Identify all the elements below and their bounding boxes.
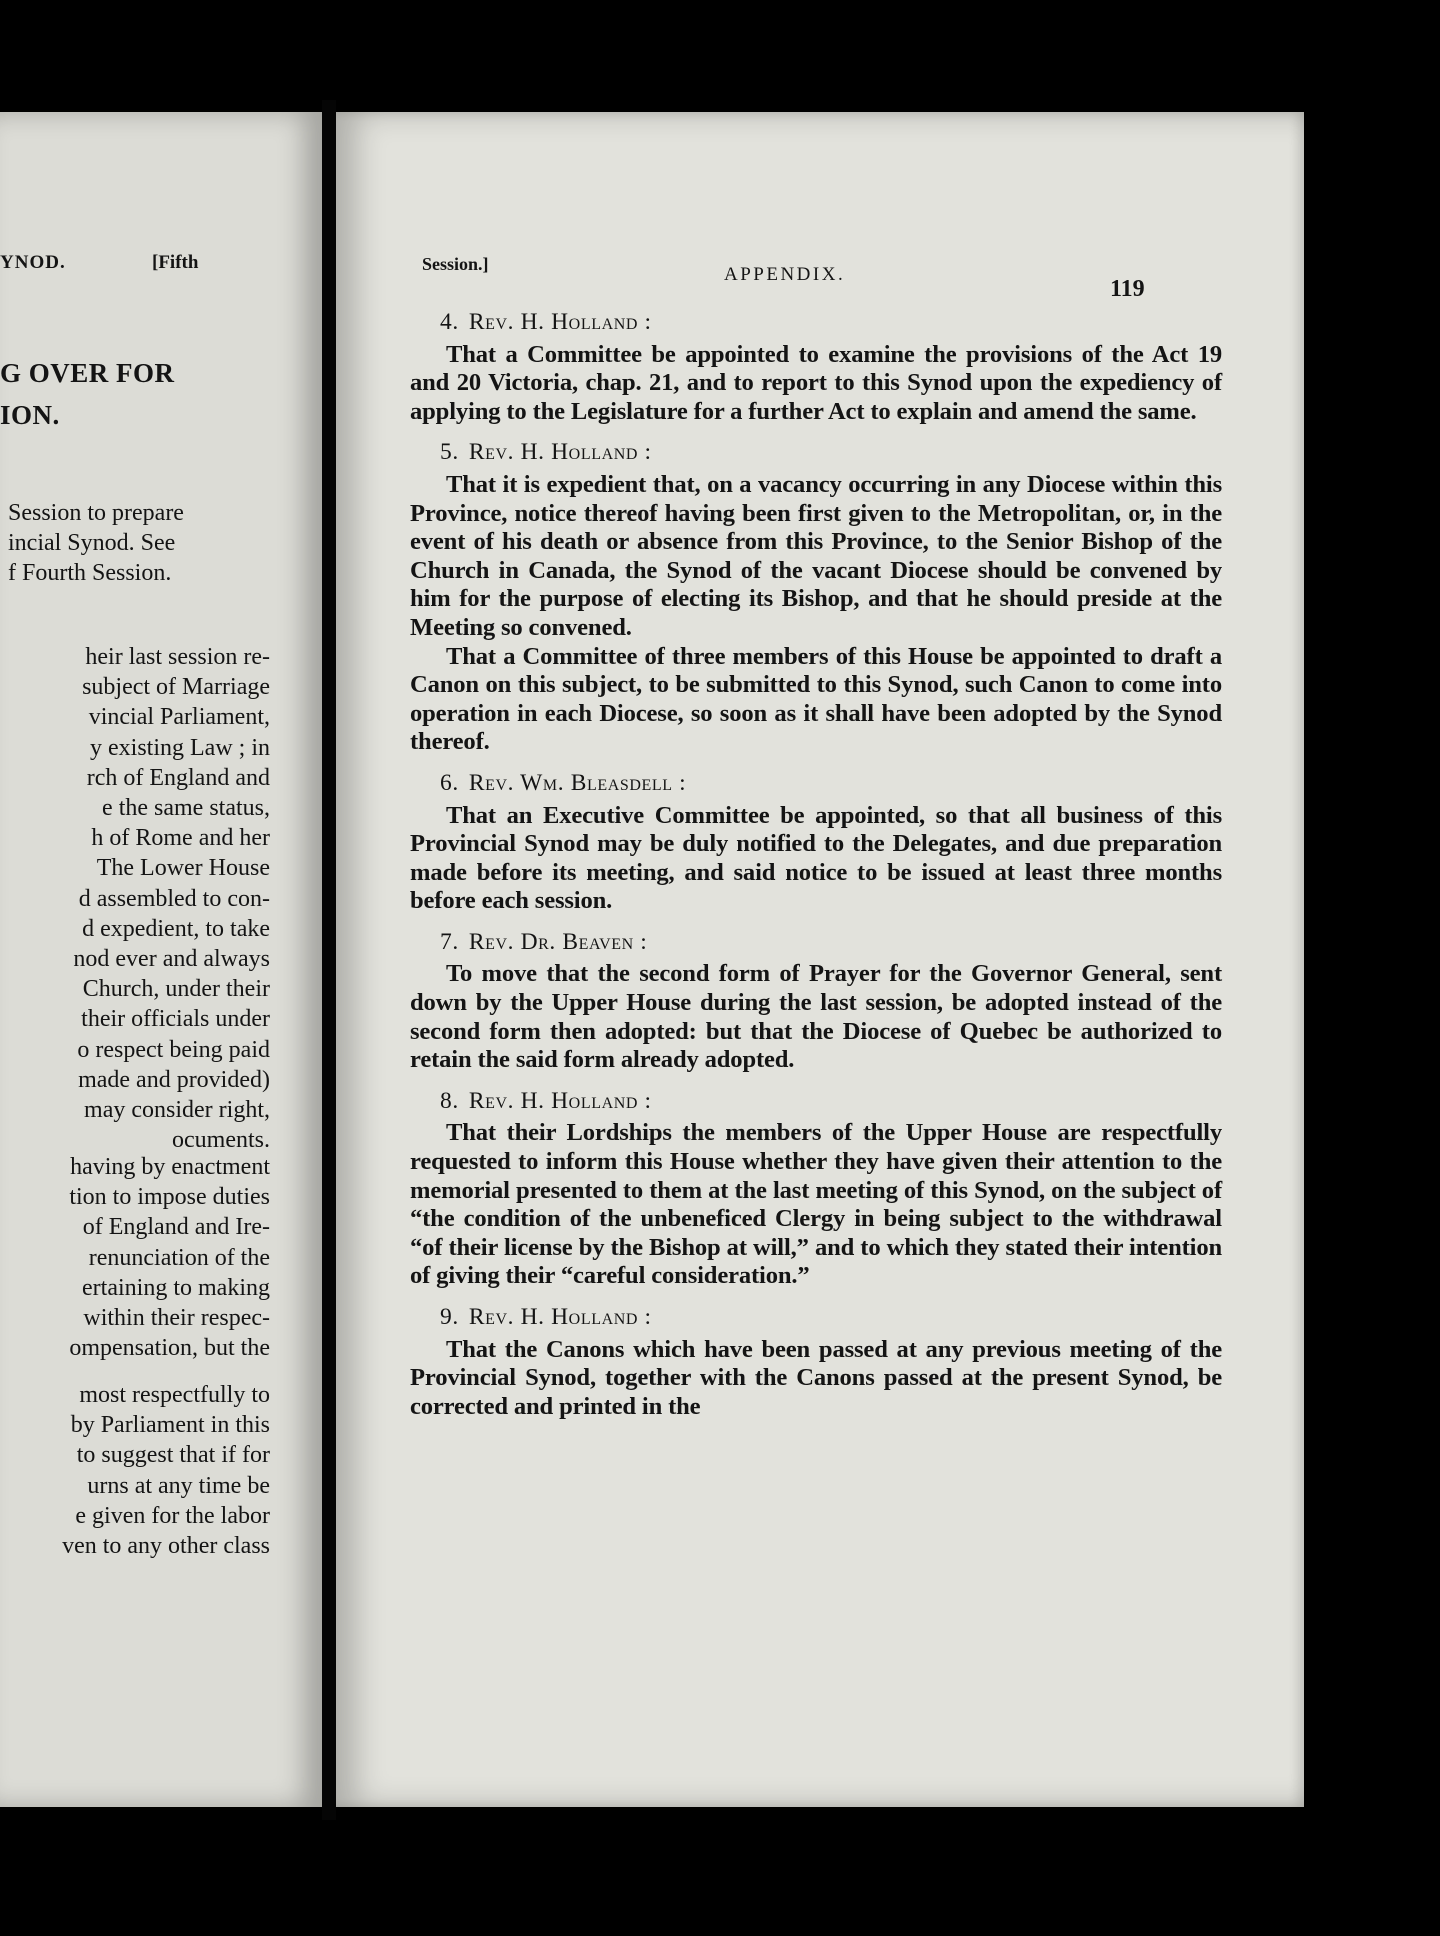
text-line: ocuments. <box>172 1127 270 1154</box>
motion-paragraph: That a Committee be appointed to examine the provisions of the Act 19 and 20 Victoria, chap. 21, and to report to this Synod upon the expediency of applying to the Legislature for a further Act to explain and amend the same. <box>410 340 1222 425</box>
text-line: made and provided) <box>78 1066 270 1093</box>
motion-number: 4. <box>440 309 459 335</box>
motion-item <box>410 769 1222 916</box>
text-line: nod ever and always <box>73 946 270 973</box>
motion-heading <box>440 438 1222 467</box>
motion-mover: Rev. Dr. Beaven : <box>468 928 648 955</box>
left-running-header <box>0 252 322 282</box>
motion-heading <box>440 1087 1222 1116</box>
text-line: The Lower House <box>96 855 270 882</box>
motion-heading <box>440 928 1222 957</box>
text-line: ertaining to making <box>82 1274 270 1301</box>
text-line: e given for the labor <box>75 1502 270 1529</box>
text-line: heir last session re- <box>85 644 270 670</box>
text-line: their officials under <box>81 1006 270 1033</box>
motion-mover: Rev. H. Holland : <box>468 1087 652 1114</box>
text-line: ompensation, but the <box>69 1335 270 1362</box>
motion-heading <box>440 769 1222 798</box>
text-line: o respect being paid <box>77 1036 270 1063</box>
text-line: within their respec- <box>83 1305 270 1332</box>
motion-item <box>410 1303 1222 1421</box>
heading-line: G OVER FOR <box>0 358 175 388</box>
text-line: most respectfully to <box>79 1382 270 1408</box>
left-page <box>0 112 322 1807</box>
motion-paragraph: That a Committee of three members of this House be appointed to draft a Canon on this subject, to be submitted to this Synod, such Canon to come into operation in each Diocese, so soon as it shall have been adopted by the Synod thereof. <box>410 642 1222 756</box>
text-line: ven to any other class <box>62 1533 270 1560</box>
text-line: incial Synod. See <box>8 530 176 557</box>
left-section-heading <box>0 352 322 436</box>
motion-mover: Rev. H. Holland : <box>468 309 652 335</box>
motion-item <box>410 438 1222 757</box>
motions-list <box>410 308 1222 1433</box>
header-session: Session.] <box>422 254 489 274</box>
motion-mover: Rev. Wm. Bleasdell : <box>468 769 687 796</box>
text-line: tion to impose duties <box>69 1184 270 1211</box>
motion-heading <box>440 1303 1222 1332</box>
motion-paragraph: To move that the second form of Prayer for the Governor General, sent down by the Upper House during the last session, be adopted instead of the second form then adopted: but that the Diocese of Quebec be authorized to retain the said form already adopted. <box>410 960 1222 1074</box>
motion-item <box>410 928 1222 1075</box>
motion-paragraph: That the Canons which have been passed at any previous meeting of the Provincial Synod, together with the Canons passed at the present Synod, be corrected and printed in the <box>410 1335 1222 1420</box>
heading-line: ION. <box>0 400 60 430</box>
motion-paragraph: That an Executive Committee be appointed, so that all business of this Provincial Synod may be duly notified to the Delegates, and due preparation made before its meeting, and said notice to be issued at least three months before each session. <box>410 801 1222 915</box>
motion-number: 5. <box>440 439 459 466</box>
motion-number: 8. <box>440 1087 459 1114</box>
text-line: to suggest that if for <box>76 1442 270 1469</box>
left-header-text: YNOD. <box>0 252 66 273</box>
left-text-block <box>0 498 322 589</box>
book-gutter <box>322 100 336 1820</box>
text-line: Church, under their <box>82 976 270 1003</box>
motion-paragraph: That it is expedient that, on a vacancy occurring in any Diocese within this Province, notice thereof having been first given to the Metropolitan, or, in the event of his death or absence from this Province, to the Senior Bishop of the Church in Canada, the Synod of the vacant Diocese should be convened by him for the purpose of electing its Bishop, and that he should preside at the Meeting so convened. <box>410 470 1222 641</box>
text-line: d assembled to con- <box>78 885 270 912</box>
text-line: renunciation of the <box>88 1244 270 1271</box>
motion-item <box>410 1087 1222 1291</box>
text-line: d expedient, to take <box>82 915 270 942</box>
motion-paragraph: That their Lordships the members of the Upper House are respectfully requested to inform this House whether they have given their attention to the memorial presented to them at the last meeting of this Synod, on the subject of “the condition of the unbeneficed Clergy in being subject to the withdrawal “of their license by the Bishop at will,” and to which they stated their intention of giving their “careful consideration.” <box>410 1119 1222 1290</box>
left-header-session: [Fifth <box>152 252 199 273</box>
header-title: APPENDIX. <box>724 264 846 285</box>
motion-item <box>410 308 1222 426</box>
text-line: vincial Parliament, <box>88 704 270 731</box>
text-line: h of Rome and her <box>91 825 270 852</box>
text-line: f Fourth Session. <box>8 560 172 587</box>
text-line: may consider right, <box>84 1097 270 1124</box>
motion-number: 7. <box>440 928 459 955</box>
left-text-block <box>0 1380 322 1561</box>
motion-number: 6. <box>440 769 459 796</box>
left-text-block <box>0 642 322 1155</box>
text-line: e the same status, <box>102 795 270 822</box>
text-line: of England and Ire- <box>82 1214 270 1241</box>
page-number: 119 <box>1110 276 1145 302</box>
text-line: y existing Law ; in <box>90 734 270 761</box>
left-text-block <box>0 1152 322 1363</box>
text-line: subject of Marriage <box>82 674 270 701</box>
motion-number: 9. <box>440 1304 459 1330</box>
text-line: by Parliament in this <box>70 1412 270 1439</box>
right-page <box>336 112 1304 1807</box>
text-line: urns at any time be <box>87 1472 270 1499</box>
motion-mover: Rev. H. Holland : <box>468 439 652 466</box>
motion-mover: Rev. H. Holland : <box>468 1304 652 1330</box>
running-header <box>336 252 1304 302</box>
text-line: rch of England and <box>86 764 270 791</box>
text-line: Session to prepare <box>8 500 184 526</box>
text-line: having by enactment <box>70 1154 270 1180</box>
motion-heading <box>440 308 1222 337</box>
